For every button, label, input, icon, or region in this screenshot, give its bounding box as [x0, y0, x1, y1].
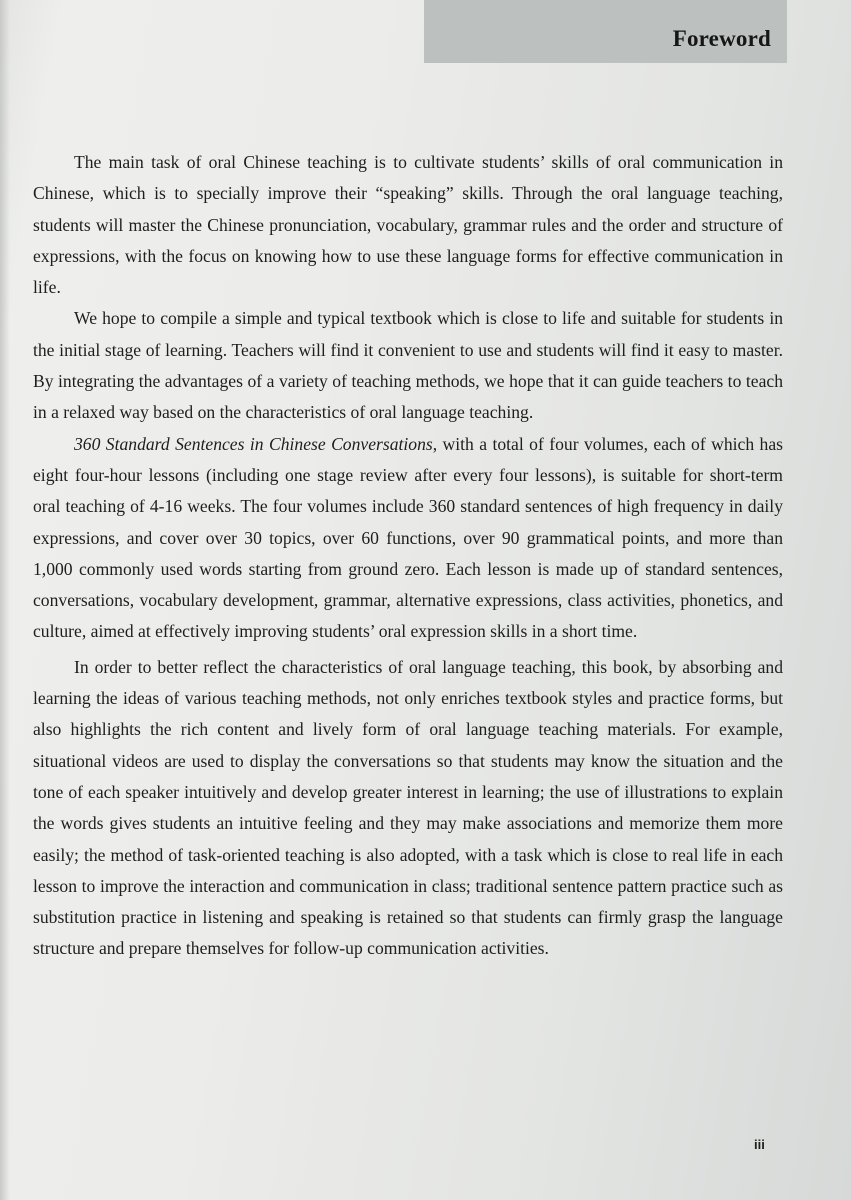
chapter-header-box [424, 0, 787, 63]
paragraph-text: We hope to compile a simple and typical textbook which is close to life and suitable for students in the initial stage of learning. Teachers will find it convenient to use and students will find it easy to master. By integrating the advantages of a variety of teaching methods, we hope that it can guide teachers to teach in a relaxed way based on the characteristics of oral language teaching. [33, 308, 783, 423]
paragraph-1 [33, 147, 783, 303]
paragraph-text: , with a total of four volumes, each of which has eight four-hour lessons (including one stage review after every four lessons), is suitable for short-term oral teaching of 4-16 weeks. The four volumes include 360 standard sentences of high frequency in daily expressions, and cover over 30 topics, over 60 functions, over 90 grammatical points, and more than 1,000 commonly used words starting from ground zero. Each lesson is made up of standard sentences, conversations, vocabulary development, grammar, alternative expressions, class activities, phonetics, and culture, aimed at effectively improving students’ oral expression skills in a short time. [33, 433, 783, 642]
paragraph-text: In order to better reflect the characteristics of oral language teaching, this book, by absorbing and learning the ideas of various teaching methods, not only enriches textbook styles and practice forms, but also highlights the rich content and lively form of oral language teaching materials. For example, situational videos are used to display the conversations so that students may know the situation and the tone of each speaker intuitively and develop greater interest in learning; the use of illustrations to explain the words gives students an intuitive feeling and they may make associations and memorize them more easily; the method of task-oriented teaching is also adopted, with a task which is close to real life in each lesson to improve the interaction and communication in class; traditional sentence pattern practice such as substitution practice in listening and speaking is retained so that students can firmly grasp the language structure and prepare themselves for follow-up communication activities. [33, 656, 783, 959]
paragraph-text: The main task of oral Chinese teaching is to cultivate students’ skills of oral communication in Chinese, which is to specially improve their “speaking” skills. Through the oral language teaching, students will master the Chinese pronunciation, vocabulary, grammar rules and the order and structure of expressions, with the focus on knowing how to use these language forms for effective communication in life. [33, 152, 783, 298]
page-number: iii [754, 1137, 765, 1152]
paragraph-4 [33, 652, 783, 965]
foreword-body [33, 147, 783, 965]
page-spine-shadow [0, 0, 10, 1200]
paragraph-3 [33, 429, 783, 648]
book-title-italic: 360 Standard Sentences in Chinese Conversations [74, 433, 433, 454]
paragraph-2 [33, 303, 783, 428]
chapter-title: Foreword [672, 26, 771, 51]
